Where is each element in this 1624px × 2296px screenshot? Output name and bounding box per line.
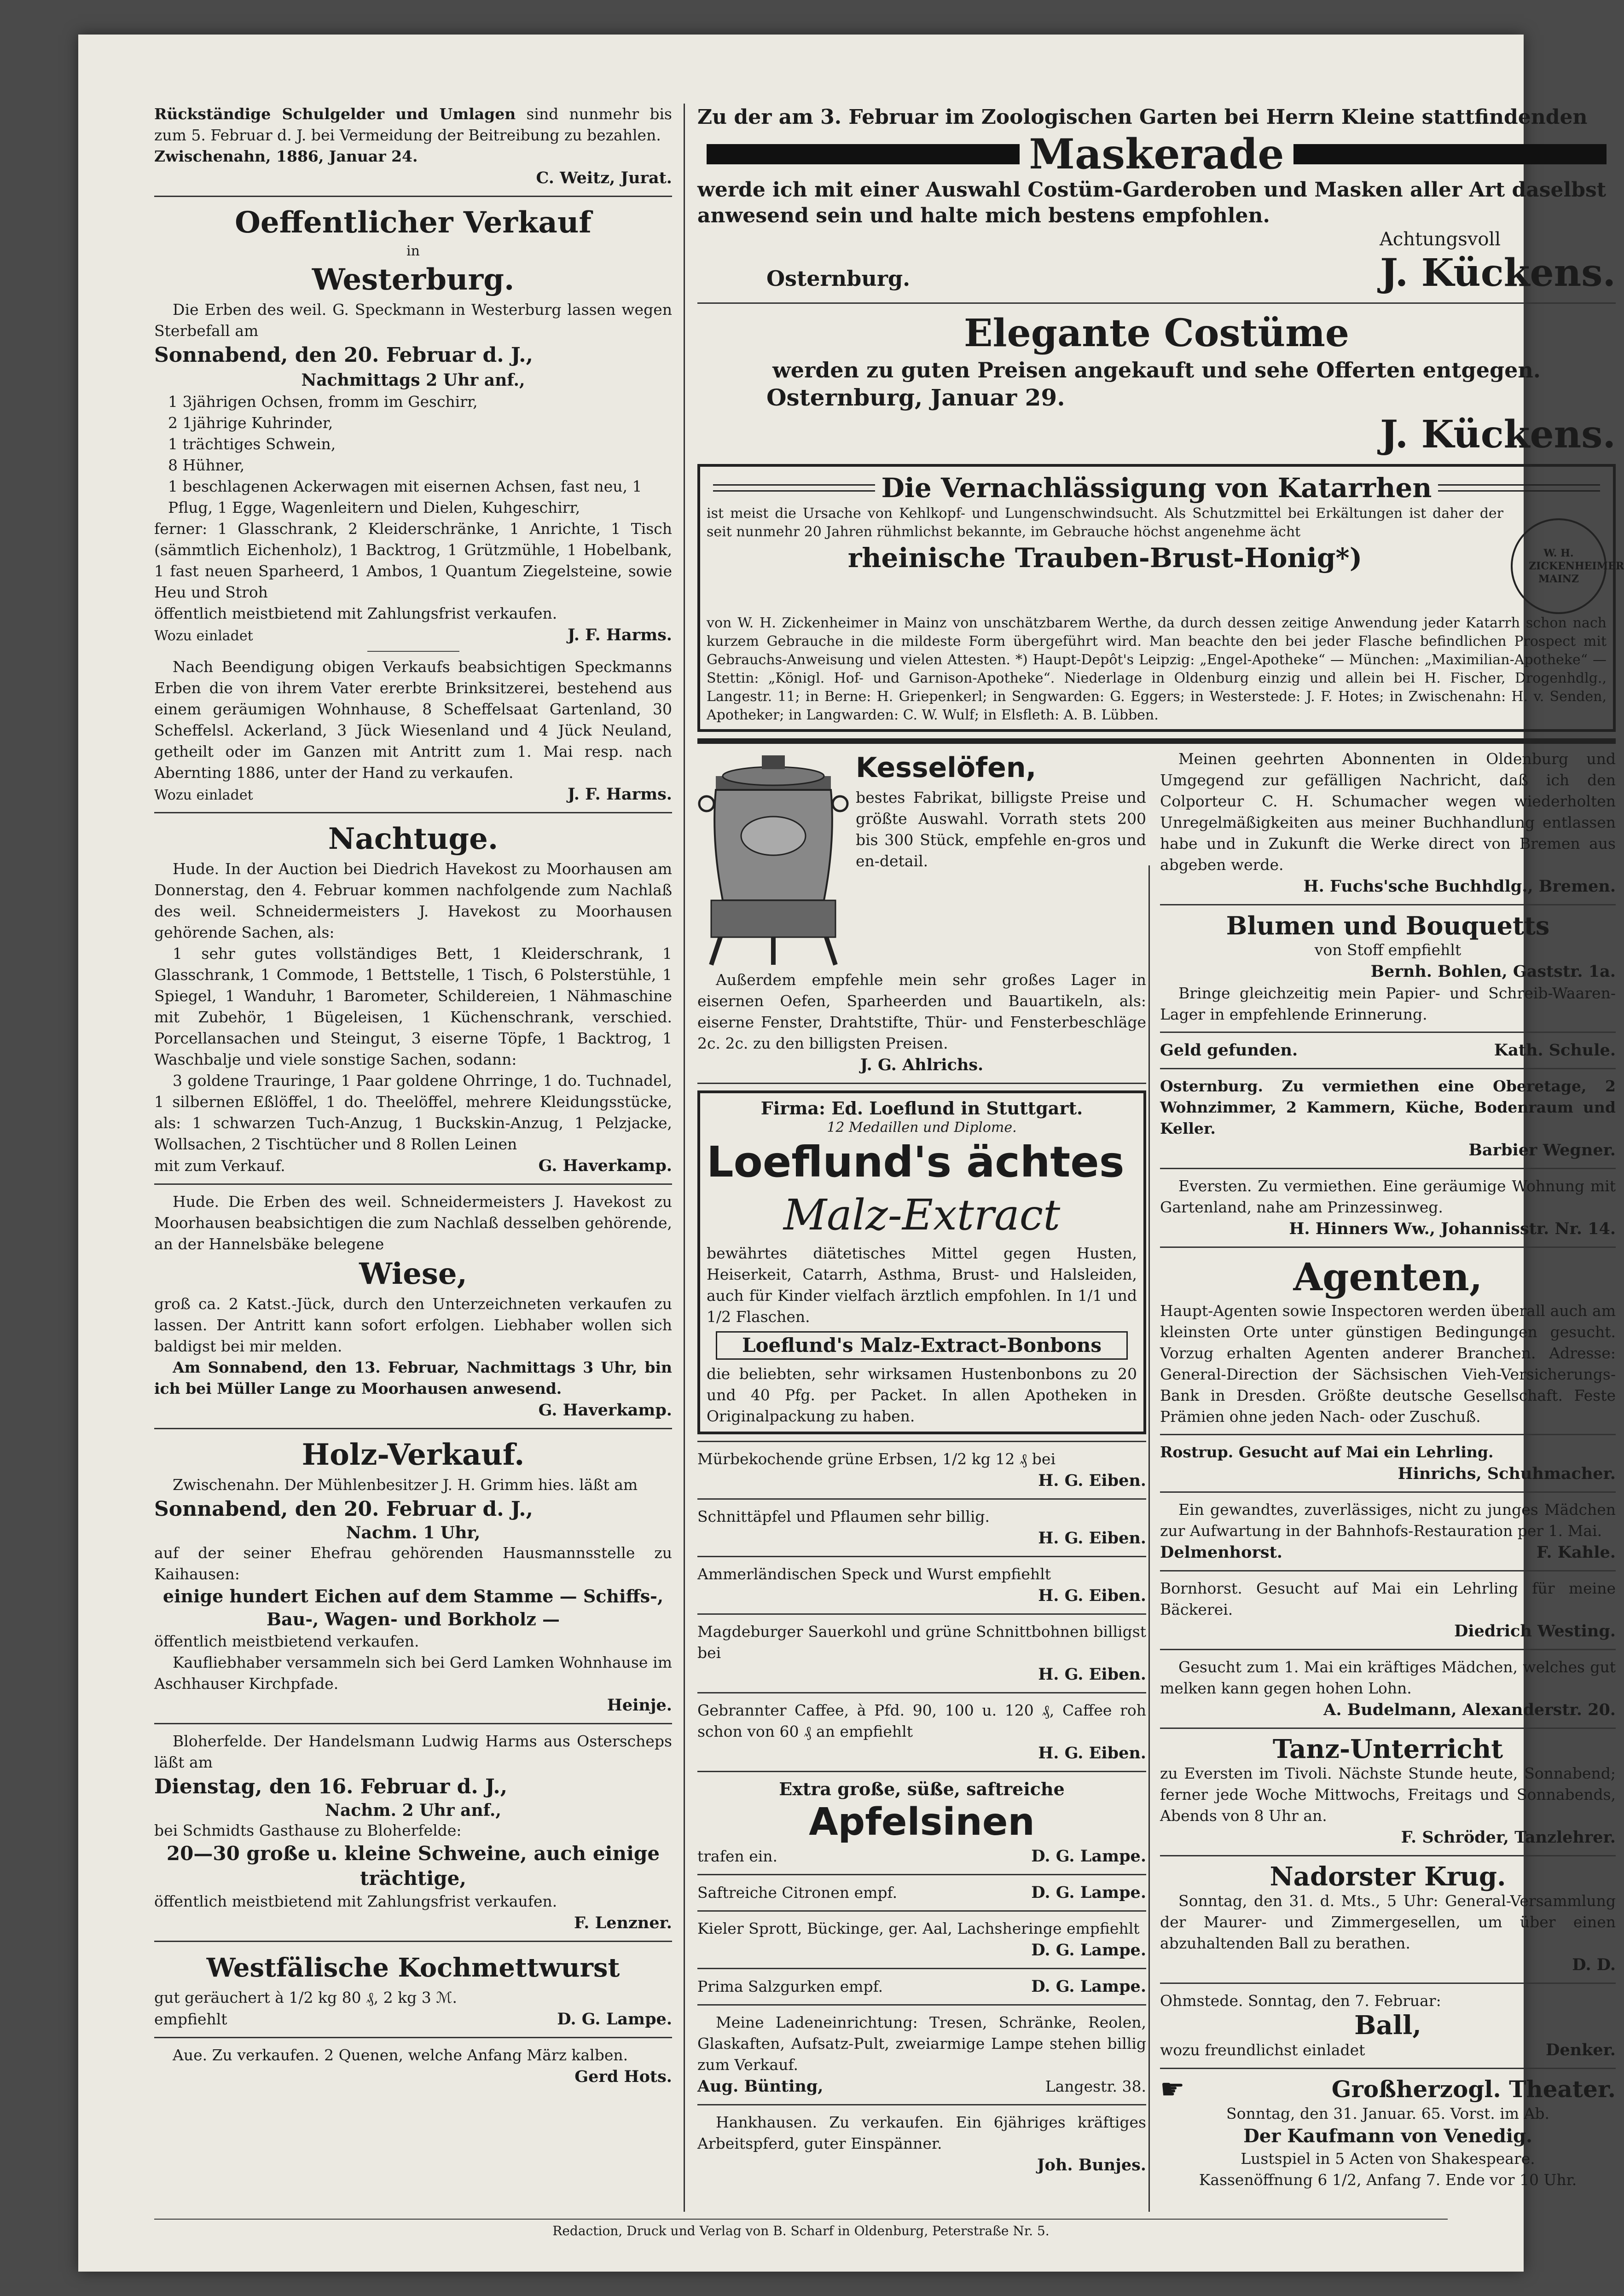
- ad-text: bewährtes diätetisches Mittel gegen Husten, Heiserkeit, Catarrh, Asthma, Brust- und Halsleiden, auch für Kinder vielfach ärztlich empfohlen. In 1/1 und 1/2 Flaschen.: [707, 1244, 1137, 1326]
- ad-text: einige hundert Eichen auf dem Stamme — Schiffs-, Bau-, Wagen- und Borkholz —: [162, 1586, 664, 1629]
- ad-signature: Kath. Schule.: [1494, 1041, 1616, 1060]
- divider: [154, 1183, 672, 1185]
- ad-text: Mürbekochende grüne Erbsen, 1/2 kg 12 ₰ bei: [697, 1450, 1056, 1468]
- ad-text: Außerdem empfehle mein sehr großes Lager in eisernen Oefen, Sparheerden und Bauartikeln, als: eiserne Fenster, Drahtstifte, Thür- und Fensterbeschläge 2c. 2c. zu den billigsten Preisen.: [697, 971, 1146, 1052]
- ad-headline: Rückständige Schulgelder und Umlagen: [154, 105, 516, 123]
- ad-eiben-erbsen: [697, 1449, 1146, 1492]
- ad-trauben-brust-honig: [697, 464, 1624, 732]
- ad-text: Gesucht zum 1. Mai ein kräftiges Mädchen, welches gut melken kann gegen hohen Lohn.: [1160, 1658, 1616, 1697]
- newspaper-page: [78, 35, 1624, 2272]
- ad-text: Ohmstede. Sonntag, den 7. Februar:: [1160, 1992, 1441, 2010]
- ad-text: zu Eversten im Tivoli. Nächste Stunde heute, Sonnabend; ferner jede Woche Mittwochs, Freitags und Sonnabends, Abends von 8 Uhr an.: [1160, 1764, 1616, 1825]
- list-item: 1 3jährigen Ochsen, fromm im Geschirr,: [168, 393, 478, 411]
- ad-title: Ball,: [1354, 2010, 1421, 2041]
- divider: [1160, 1728, 1616, 1729]
- ad-text: Meine Ladeneinrichtung: Tresen, Schränke, Reolen, Glaskaften, Aufsatz-Pult, zweiarmige Lampe stehen billig zum Verkauf.: [697, 2013, 1146, 2074]
- ad-signature: J. F. Harms.: [567, 626, 672, 644]
- decorative-bar: [1293, 144, 1607, 164]
- ad-title: Westfälische Kochmettwurst: [206, 1953, 620, 1983]
- short-divider: [367, 651, 459, 652]
- ad-text: Kaufliebhaber versammeln sich bei Gerd Lamken Wohnhause im Aschhauser Kirchpfade.: [154, 1653, 672, 1693]
- ad-title: Apfelsinen: [809, 1800, 1035, 1844]
- ad-mettwurst: [154, 1948, 672, 2030]
- ad-blumen: [1160, 912, 1616, 1025]
- ad-text: Am Sonnabend, den 13. Februar, Nachmittags 3 Uhr, bin ich bei Müller Lange zu Moorhausen anwesend.: [154, 1358, 672, 1397]
- ad-text: in: [406, 243, 420, 259]
- divider: [154, 2037, 672, 2038]
- product-name: rheinische Trauben-Brust-Honig*): [847, 542, 1363, 574]
- ad-text: Hankhausen. Zu verkaufen. Ein 6jähriges kräftiges Arbeitspferd, guter Einspänner.: [697, 2113, 1146, 2152]
- ad-signature: H. G. Eiben.: [1038, 1529, 1146, 1548]
- ad-pferd: [697, 2112, 1146, 2176]
- ad-title: Oeffentlicher Verkauf: [235, 205, 592, 240]
- ad-signature: D. G. Lampe.: [1031, 1977, 1146, 1996]
- column-rule: [684, 104, 685, 2212]
- ad-text: groß ca. 2 Katst.-Jück, durch den Unterzeichneten verkaufen zu lassen. Der Antritt kann sofort erfolgen. Liebhaber wollen sich baldigst bei mir melden.: [154, 1295, 672, 1355]
- decorative-bar: [707, 144, 1020, 164]
- stove-icon: [697, 748, 849, 969]
- ad-title: Wiese,: [359, 1257, 467, 1291]
- ad-time: Nachmittags 2 Uhr anf.,: [301, 371, 525, 390]
- ad-text: Meinen geehrten Abonnenten in Oldenburg und Umgegend zur gefälligen Nachricht, daß ich den Colporteur C. H. Schumacher wegen wiederholten Unregelmäßigkeiten aus meiner Buchhandlung entlassen habe und in Zukunft die Werke direct von Bremen aus abgeben werde.: [1160, 750, 1616, 874]
- ad-date: Sonnabend, den 20. Februar d. J.,: [154, 343, 533, 367]
- ad-signature: D. G. Lampe.: [1031, 1883, 1146, 1902]
- ad-signature: D. G. Lampe.: [1031, 1941, 1146, 1960]
- ad-eiben-aepfel: [697, 1506, 1146, 1549]
- ad-westing: [1160, 1578, 1616, 1642]
- ad-kahle: [1160, 1499, 1616, 1564]
- ad-signature: Denker.: [1546, 2041, 1616, 2059]
- play-title: Der Kaufmann von Venedig.: [1243, 2125, 1532, 2147]
- ad-text: 1 sehr gutes vollständiges Bett, 1 Kleiderschrank, 1 Glasschrank, 1 Commode, 1 Bettstelle, 1 Tisch, 6 Polsterstühle, 1 Spiegel, 1 Wanduhr, 1 Barometer, Schildereien, 1 Nähmaschine mit Zubehör, 1 Bügeleisen, 1 Küchenschrank, verschied. Porcellansachen und Steingut, 3 eiserne Töpfe, 1 Backtrog, 1 Waschbalje und viele sonstige Sachen, sodann:: [154, 945, 672, 1068]
- divider: [1160, 1068, 1616, 1069]
- ad-signature: Joh. Bunjes.: [1037, 2156, 1146, 2174]
- divider: [697, 1498, 1146, 1500]
- divider: [697, 1083, 1146, 1084]
- ad-text: Hude. Die Erben des weil. Schneidermeisters J. Havekost zu Moorhausen beabsichtigen die zum Nachlaß desselben gehörende, an der Hannelsbäke belegene: [154, 1193, 672, 1253]
- ad-eiben-sauerkohl: [697, 1621, 1146, 1686]
- ad-text: ferner: 1 Glasschrank, 2 Kleiderschränke, 1 Anrichte, 1 Tisch (sämmtlich Eichenholz), 1 Backtrog, 1 Grützmühle, 1 Hobelbank, 1 fast neuen Sparheerd, 1 Ambos, 1 Quantum Ziegelsteine, sowie Heu und Stroh: [154, 520, 672, 601]
- divider: [1160, 1491, 1616, 1493]
- divider: [154, 1428, 672, 1429]
- ad-place: Osternburg, Januar 29.: [766, 384, 1065, 411]
- ad-text: Wozu einladet: [154, 787, 253, 803]
- ad-text: Aue. Zu verkaufen. 2 Quenen, welche Anfang März kalben.: [173, 2046, 628, 2064]
- ad-signature: F. Schröder, Tanzlehrer.: [1401, 1828, 1616, 1847]
- ad-time: Nachm. 1 Uhr,: [346, 1523, 481, 1542]
- ad-signature: J. F. Harms.: [567, 785, 672, 804]
- ad-place: Osternburg.: [766, 266, 911, 291]
- ad-text: empfiehlt: [154, 2010, 227, 2028]
- ad-ladeneinrichtung: [697, 2012, 1146, 2098]
- ad-signature: Diedrich Westing.: [1454, 1622, 1616, 1641]
- ad-title: Die Vernachlässigung von Katarrhen: [881, 472, 1432, 504]
- ad-title: Tanz-Unterricht: [1272, 1734, 1503, 1764]
- ad-costueme: [697, 310, 1616, 458]
- ad-kesseloefen: [697, 748, 1146, 1076]
- brand-name: Loeflund's ächtes: [707, 1137, 1125, 1187]
- ad-signature: F. Kahle.: [1537, 1543, 1616, 1562]
- ad-loeflund: [697, 1090, 1146, 1434]
- ad-signature: Heinje.: [607, 1696, 672, 1715]
- ad-text: Kieler Sprott, Bückinge, ger. Aal, Lachsheringe empfiehlt: [697, 1919, 1140, 1937]
- ad-eiben-caffee: [697, 1700, 1146, 1764]
- divider: [1160, 1247, 1616, 1248]
- ad-signature: F. Lenzner.: [574, 1913, 672, 1932]
- ad-lampe-sprott: [697, 1918, 1146, 1961]
- ad-signature: D. G. Lampe.: [1031, 1847, 1146, 1866]
- divider: [1160, 1570, 1616, 1571]
- ad-text: öffentlich meistbietend verkaufen.: [154, 1632, 419, 1650]
- ad-signature: Barbier Wegner.: [1468, 1141, 1616, 1160]
- ad-signature: G. Haverkamp.: [538, 1401, 672, 1420]
- ad-text: Ein gewandtes, zuverlässiges, nicht zu junges Mädchen zur Aufwartung in der Bahnhofs-Restauration per 1. Mai.: [1160, 1501, 1616, 1540]
- ad-greeting: Achtungsvoll: [1379, 229, 1501, 250]
- divider: [1160, 2068, 1616, 2069]
- ad-quenen: [154, 2045, 672, 2088]
- ad-apfelsinen: [697, 1779, 1146, 1867]
- list-item: 8 Hühner,: [168, 456, 245, 474]
- product-name: Loeflund's Malz-Extract-Bonbons: [716, 1331, 1128, 1360]
- ad-signature: H. Hinners Ww., Johannisstr. Nr. 14.: [1289, 1219, 1616, 1238]
- ad-geld-gefunden: [1160, 1039, 1616, 1061]
- ad-text: Gebrannter Caffee, à Pfd. 90, 100 u. 120 ₰, Caffee roh schon von 60 ₰ an empfiehlt: [697, 1701, 1146, 1740]
- ad-text: 12 Medaillen und Diplome.: [827, 1119, 1017, 1136]
- ad-place: Delmenhorst.: [1160, 1543, 1282, 1562]
- ad-text: Osternburg. Zu vermiethen eine Oberetage, 2 Wohnzimmer, 2 Kammern, Küche, Bodenraum und Keller.: [1160, 1077, 1616, 1137]
- ad-signature: H. G. Eiben.: [1038, 1744, 1146, 1763]
- ad-signature: G. Haverkamp.: [538, 1156, 672, 1175]
- ad-text: von Stoff empfiehlt: [1314, 941, 1462, 959]
- divider: [697, 1874, 1146, 1875]
- ad-text: werden zu guten Preisen angekauft und sehe Offerten entgegen.: [772, 358, 1541, 383]
- divider: [1160, 1649, 1616, 1650]
- divider: [1160, 1168, 1616, 1169]
- ad-text: gut geräuchert à 1/2 kg 80 ₰, 2 kg 3 ℳ.: [154, 1989, 457, 2006]
- ad-text: Bornhorst. Gesucht auf Mai ein Lehrling für meine Bäckerei.: [1160, 1579, 1616, 1618]
- seal-text: W. H. ZICKENHEIMER MAINZ: [1529, 547, 1624, 585]
- ad-wiese: [154, 1191, 672, 1421]
- ad-text: Geld gefunden.: [1160, 1041, 1298, 1060]
- ad-place: Westerburg.: [312, 262, 515, 297]
- ad-title: Maskerade: [1029, 130, 1284, 179]
- left-column: [154, 104, 672, 2094]
- divider: [154, 812, 672, 813]
- ad-signature: Aug. Bünting,: [697, 2077, 824, 2096]
- right-area: [697, 104, 1624, 2189]
- middle-column: [697, 748, 1146, 2183]
- ad-text: Zwischenahn. Der Mühlenbesitzer J. H. Grimm hies. läßt am: [173, 1476, 638, 1494]
- divider: [697, 2004, 1146, 2006]
- ad-signature: D. D.: [1572, 1955, 1616, 1974]
- ad-budelmann: [1160, 1657, 1616, 1721]
- ad-ball: [1160, 1990, 1616, 2061]
- imprint-footer: Redaction, Druck und Verlag von B. Scharf in Oldenburg, Peterstraße Nr. 5.: [154, 2219, 1448, 2238]
- ad-text: Kassenöffnung 6 1/2, Anfang 7. Ende vor 10 Uhr.: [1199, 2171, 1577, 2189]
- ad-signature: H. G. Eiben.: [1038, 1665, 1146, 1684]
- ad-holz-verkauf: [154, 1436, 672, 1716]
- ad-nachtuge: [154, 820, 672, 1177]
- ad-text: Lustspiel in 5 Acten von Shakespeare.: [1241, 2150, 1535, 2168]
- ad-signature: H. Fuchs'sche Buchhdlg., Bremen.: [1303, 877, 1616, 896]
- ad-title: Kesselöfen,: [856, 752, 1037, 784]
- divider: [697, 302, 1616, 304]
- divider: [697, 1441, 1146, 1442]
- divider: [697, 1613, 1146, 1615]
- ad-text: öffentlich meistbietend mit Zahlungsfrist verkaufen.: [154, 1892, 557, 1910]
- ad-text: Die Erben des weil. G. Speckmann in Westerburg lassen wegen Sterbefall am: [154, 301, 672, 340]
- divider: [154, 1723, 672, 1724]
- ad-date: Sonnabend, den 20. Februar d. J.,: [154, 1497, 533, 1521]
- list-item: 1 beschlagenen Ackerwagen mit eisernen Achsen, fast neu, 1 Pflug, 1 Egge, Wagenleitern und Dielen, Kuhgeschirr,: [168, 477, 642, 516]
- ad-text: sind nunmehr bis zum 5. Februar d. J. bei Vermeidung der Beitreibung zu bezahlen.: [154, 105, 672, 144]
- ad-text: Hude. In der Auction bei Diedrich Havekost zu Moorhausen am Donnerstag, den 4. Februar kommen nachfolgende zum Nachlaß des weil. Schneidermeisters J. Havekost zu Moorhausen gehörende Sachen, als:: [154, 860, 672, 941]
- ad-verkauf-westerburg: [154, 203, 672, 806]
- ad-title: Nadorster Krug.: [1270, 1861, 1506, 1892]
- ad-text: bei Schmidts Gasthause zu Bloherfelde:: [154, 1821, 462, 1839]
- ad-fuchs-buchhandlung: [1160, 748, 1616, 898]
- ad-text: 20—30 große u. kleine Schweine, auch einige trächtige,: [166, 1842, 660, 1890]
- ad-signature: A. Budelmann, Alexanderstr. 20.: [1323, 1700, 1616, 1719]
- ad-signature: Hinrichs, Schuhmacher.: [1398, 1464, 1616, 1483]
- ad-lampe-gurken: [697, 1976, 1146, 1998]
- divider: [1160, 1855, 1616, 1856]
- ad-text: die beliebten, sehr wirksamen Hustenbonbons zu 20 und 40 Pfg. per Packet. In allen Apotheken in Originalpackung zu haben.: [707, 1365, 1137, 1425]
- ad-maskerade: [697, 104, 1616, 296]
- ad-title: Großherzogl. Theater.: [1331, 2076, 1616, 2103]
- item-list: [154, 391, 672, 518]
- product-name: Malz-Extract: [783, 1190, 1061, 1240]
- ad-signature: C. Weitz, Jurat.: [536, 168, 672, 187]
- ad-schulgelder: [154, 104, 672, 189]
- ad-title: Holz-Verkauf.: [302, 1438, 525, 1472]
- ad-text: Sonntag, den 31. Januar. 65. Vorst. im Ab.: [1226, 2105, 1549, 2122]
- ad-signature: J. G. Ahlrichs.: [860, 1055, 984, 1074]
- ad-text: Magdeburger Sauerkohl und grüne Schnittbohnen billigst bei: [697, 1623, 1146, 1662]
- divider: [1160, 1434, 1616, 1435]
- ad-signature: Bernh. Bohlen, Gaststr. 1a.: [1370, 962, 1616, 981]
- ad-lehrling: [1160, 1442, 1616, 1485]
- ad-text: trafen ein.: [697, 1847, 778, 1865]
- ad-signature: H. G. Eiben.: [1038, 1471, 1146, 1490]
- ad-text: Extra große, süße, saftreiche: [779, 1779, 1065, 1799]
- pointing-hand-icon: ☛: [1160, 2073, 1185, 2105]
- ad-text: auf der seiner Ehefrau gehörenden Hausmannsstelle zu Kaihausen:: [154, 1544, 672, 1583]
- divider: [697, 1692, 1146, 1693]
- ad-title: Blumen und Bouquetts: [1226, 911, 1550, 940]
- ad-signature: Gerd Hots.: [574, 2067, 672, 2086]
- divider: [697, 1771, 1146, 1772]
- ad-signature: J. Kückens.: [1380, 412, 1616, 457]
- thick-divider: [697, 738, 1616, 744]
- list-item: 2 1jährige Kuhrinder,: [168, 414, 333, 432]
- ad-theater: [1160, 2073, 1616, 2191]
- divider: [697, 1910, 1146, 1912]
- ad-title: Elegante Costüme: [963, 311, 1350, 355]
- ad-wegner: [1160, 1076, 1616, 1161]
- divider: [1160, 904, 1616, 905]
- divider: [1160, 1032, 1616, 1033]
- ad-text: Bringe gleichzeitig mein Papier- und Schreib-Waaren-Lager in empfehlende Erinnerung.: [1160, 984, 1616, 1023]
- ad-text: werde ich mit einer Auswahl Costüm-Garderoben und Masken aller Art daselbst anwesend sein und halte mich bestens empfohlen.: [697, 178, 1607, 227]
- ad-text: Prima Salzgurken empf.: [697, 1977, 883, 1995]
- ad-schweine: [154, 1731, 672, 1934]
- ad-nadorster-krug: [1160, 1863, 1616, 1976]
- ad-signature: J. Kückens.: [1380, 251, 1616, 295]
- ad-time: Nachm. 2 Uhr anf.,: [325, 1801, 501, 1820]
- ad-address: Langestr. 38.: [1045, 2077, 1146, 2095]
- ad-text: Schnittäpfel und Pflaumen sehr billig.: [697, 1507, 990, 1525]
- ad-text: 3 goldene Trauringe, 1 Paar goldene Ohrringe, 1 do. Tuchnadel, 1 silbernen Eßlöffel, 1 do. Theelöffel, mehrere Kleidungsstücke, als: 1 schwarzen Tuch-Anzug, 1 Buckskin-Anzug, 1 Pelzjacke, Wollsachen, 2 Tischtücher und 8 Rollen Leinen: [154, 1072, 672, 1153]
- ad-text: bestes Fabrikat, billigste Preise und größte Auswahl. Vorrath stets 200 bis 300 Stück, empfehle en-gros und en-detail.: [856, 789, 1146, 870]
- right-column: [1160, 748, 1616, 2197]
- divider: [1160, 1983, 1616, 1984]
- ad-text: Eversten. Zu vermiethen. Eine geräumige Wohnung mit Gartenland, nahe am Prinzessinweg.: [1160, 1177, 1616, 1216]
- decorative-rule: [1438, 484, 1600, 492]
- list-item: 1 trächtiges Schwein,: [168, 435, 336, 453]
- ad-text: öffentlich meistbietend mit Zahlungsfrist verkaufen.: [154, 604, 557, 622]
- ad-firm: Firma: Ed. Loeflund in Stuttgart.: [760, 1098, 1083, 1119]
- ad-text: Ammerländischen Speck und Wurst empfiehlt: [697, 1565, 1051, 1583]
- ad-eiben-speck: [697, 1564, 1146, 1607]
- ad-title: Nachtuge.: [328, 822, 499, 856]
- ad-signature: D. G. Lampe.: [557, 2010, 672, 2029]
- ad-text: Zu der am 3. Februar im Zoologischen Garten bei Herrn Kleine stattfindenden: [697, 105, 1588, 129]
- ad-tanz-unterricht: [1160, 1735, 1616, 1849]
- ad-text: von W. H. Zickenheimer in Mainz von unschätzbarem Werthe, da durch dessen zeitige Anwendung jeder Katarrh schon nach kurzem Gebrauche in die mildeste Form übergeführt wird. Man beachte den bei jeder Flasche befindlichen Prospect mit Gebrauchs-Anweisung und vielen Attesten. *) Haupt-Depôt's Leipzig: „Engel-Apotheke“ — München: „Maximilian-Apotheke“ — Stettin: „Königl. Hof- und Garnison-Apotheke“. Niederlage in Oldenburg einzig und allein bei H. Fischer, Drogenhdlg., Langestr. 11; in Berne: H. Griepenkerl; in Sengwarden: G. Eggers; in Westerstede: J. F. Hotes; in Zwischenahn: H. v. Senden, Apotheker; in Langwarden: C. W. Wulf; in Elsfleth: A. B. Lübben.: [707, 615, 1607, 723]
- ad-text: ist meist die Ursache von Kehlkopf- und Lungenschwindsucht. Als Schutzmittel bei Erkältungen ist daher der seit nunmehr 20 Jahren rühmlichst bekannte, im Gebrauche höchst angenehme ächt: [707, 505, 1503, 540]
- ad-agenten: [1160, 1254, 1616, 1427]
- ad-text: Saftreiche Citronen empf.: [697, 1884, 898, 1902]
- ad-text: mit zum Verkauf.: [154, 1157, 285, 1175]
- ad-text: Haupt-Agenten sowie Inspectoren werden überall auch am kleinsten Orte unter günstigen Bedingungen gesucht. Vorzug erhalten Agenten anderer Branchen. Adresse: General-Direction der Sächsischen Vieh-Versicherungs-Bank in Dresden. Größte deutsche Gesellschaft. Feste Prämien ohne jeden Nach- oder Zuschuß.: [1160, 1302, 1616, 1426]
- divider: [697, 1968, 1146, 1969]
- ad-text: Nach Beendigung obigen Verkaufs beabsichtigen Speckmanns Erben die von ihrem Vater ererbte Brinksitzerei, bestehend aus einem geräumigen Wohnhause, 8 Scheffelsaat Gartenland, 30 Scheffelsl. Ackerland, 3 Jück Wiesenland und 4 Jück Neuland, getheilt oder im Ganzen mit Antritt zum 1. Mai resp. nach Abernting 1886, unter der Hand zu verkaufen.: [154, 658, 672, 782]
- divider: [154, 1941, 672, 1942]
- ad-lampe-citronen: [697, 1882, 1146, 1904]
- ad-text: Bloherfelde. Der Handelsmann Ludwig Harms aus Osterscheps läßt am: [154, 1732, 672, 1771]
- divider: [697, 2104, 1146, 2105]
- decorative-rule: [713, 484, 875, 492]
- ad-text: wozu freundlichst einladet: [1160, 2041, 1365, 2059]
- ad-text: Wozu einladet: [154, 628, 253, 644]
- seal-logo: [1511, 518, 1624, 614]
- ad-title: Agenten,: [1293, 1255, 1483, 1299]
- divider: [697, 1556, 1146, 1557]
- ad-date: Dienstag, den 16. Februar d. J.,: [154, 1775, 508, 1798]
- divider: [154, 196, 672, 197]
- ad-text: Rostrup. Gesucht auf Mai ein Lehrling.: [1160, 1443, 1494, 1461]
- ad-place: Zwischenahn, 1886, Januar 24.: [154, 147, 418, 165]
- ad-text: Sonntag, den 31. d. Mts., 5 Uhr: General-Versammlung der Maurer- und Zimmergesellen, um über einen abzuhaltenden Ball zu berathen.: [1160, 1892, 1616, 1952]
- ad-signature: H. G. Eiben.: [1038, 1586, 1146, 1605]
- ad-hinners: [1160, 1176, 1616, 1240]
